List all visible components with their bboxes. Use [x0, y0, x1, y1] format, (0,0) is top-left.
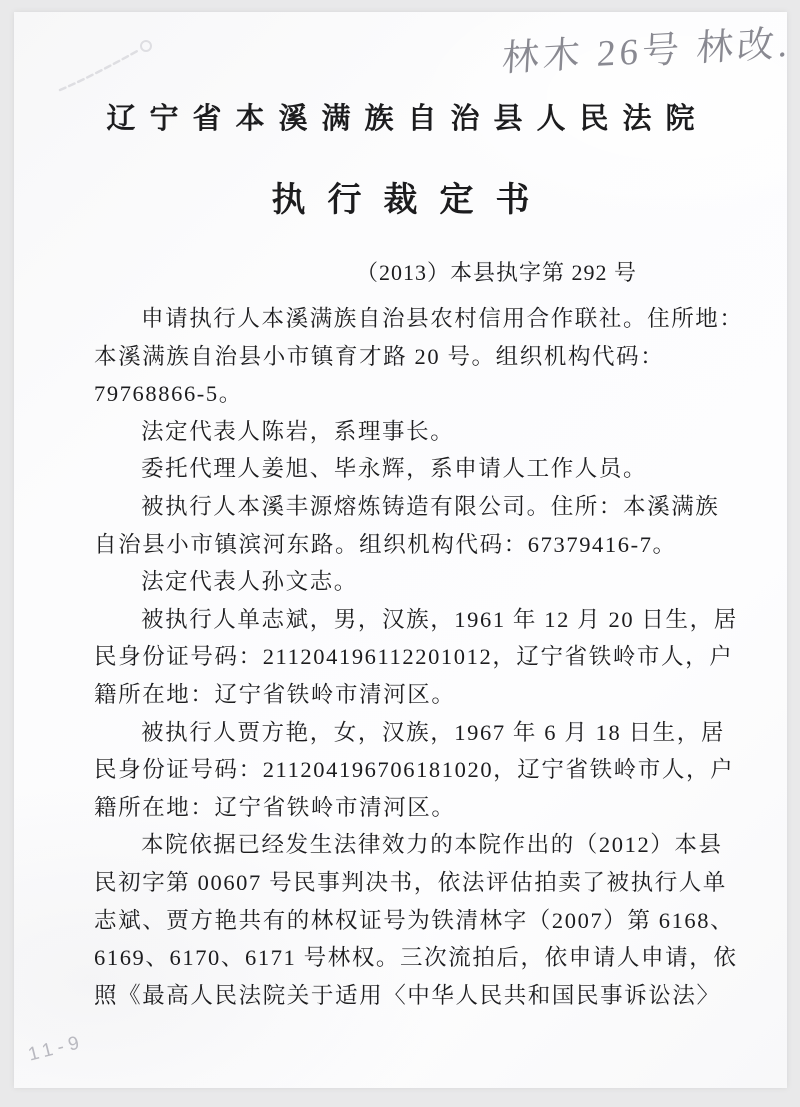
body-line: 法定代表人孙文志。: [141, 569, 358, 595]
pencil-page-mark: 11-9: [26, 1031, 87, 1066]
pencil-scribble-mark: [54, 32, 174, 102]
body-line: 6169、6170、6171 号林权。三次流拍后，依申请人申请，依: [94, 945, 738, 971]
handwritten-annotation: 林木 26号 林改.: [500, 23, 793, 80]
body-line: 申请执行人本溪满族自治县农村信用合作联社。住所地：: [141, 306, 744, 331]
document-title: 执行裁定书: [271, 182, 552, 219]
body-line: 本院依据已经发生法律效力的本院作出的（2012）本县: [141, 832, 723, 858]
body-line: 79768866-5。: [94, 381, 243, 407]
court-name: 辽宁省本溪满族自治县人民法院: [106, 103, 709, 135]
body-line: 被执行人单志斌，男，汉族，1961 年 12 月 20 日生，居: [141, 606, 738, 632]
body-line: 委托代理人姜旭、毕永辉，系申请人工作人员。: [141, 456, 648, 482]
document-body: [94, 300, 744, 1014]
body-line: 民初字第 00607 号民事判决书，依法评估拍卖了被执行人单: [94, 869, 728, 895]
body-line: 法定代表人陈岩，系理事长。: [141, 418, 455, 444]
document-page: [14, 12, 793, 1088]
body-line: 民身份证号码：211204196112201012，辽宁省铁岭市人，户: [94, 644, 734, 670]
body-line: 籍所在地：辽宁省铁岭市清河区。: [94, 794, 456, 820]
body-line: 籍所在地：辽宁省铁岭市清河区。: [94, 681, 456, 707]
body-line: 本溪满族自治县小市镇育才路 20 号。组织机构代码：: [94, 343, 665, 369]
body-line: 自治县小市镇滨河东路。组织机构代码：67379416-7。: [94, 531, 677, 557]
body-line: 志斌、贾方艳共有的林权证号为铁清林字（2007）第 6168、: [94, 907, 735, 933]
body-line: 照《最高人民法院关于适用〈中华人民共和国民事诉讼法〉: [94, 982, 721, 1008]
body-line: 被执行人贾方艳，女，汉族，1967 年 6 月 18 日生，居: [141, 719, 725, 745]
case-number: （2013）本县执字第 292 号: [355, 260, 637, 285]
body-line: 民身份证号码：211204196706181020，辽宁省铁岭市人，户: [94, 757, 735, 783]
body-line: 被执行人本溪丰源熔炼铸造有限公司。住所：本溪满族: [141, 493, 720, 519]
